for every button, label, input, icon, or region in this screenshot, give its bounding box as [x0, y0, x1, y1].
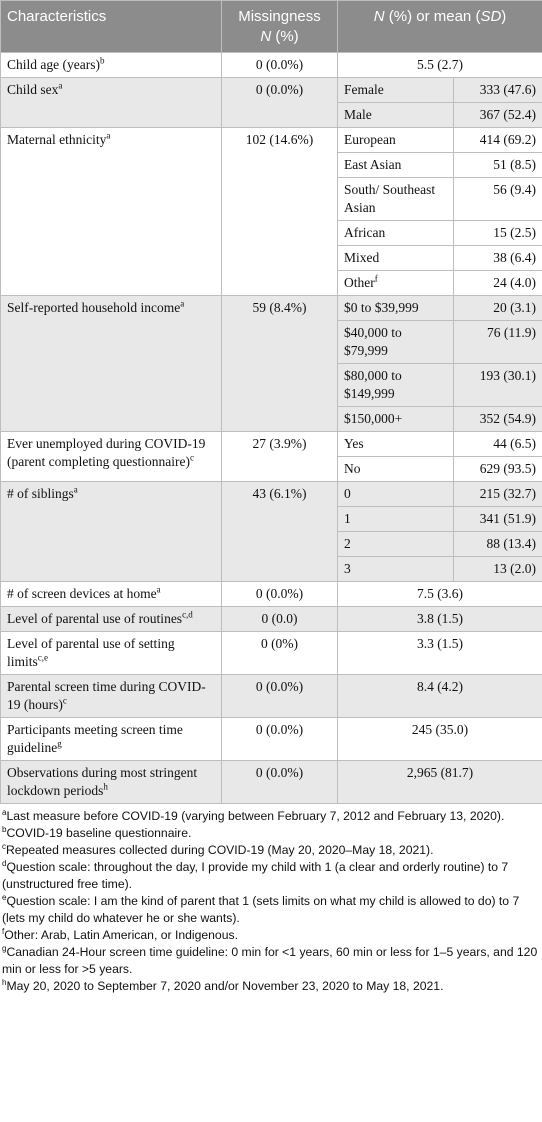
row-missingness: 0 (0%) — [222, 632, 338, 675]
row-missingness: 0 (0.0%) — [222, 675, 338, 718]
footnote — [2, 808, 538, 825]
category-label: South/ Southeast Asian — [344, 182, 436, 215]
footnote-marker: a — [180, 298, 185, 309]
category-cell — [338, 457, 454, 482]
footnote — [2, 944, 538, 978]
row-value: 5.5 (2.7) — [338, 53, 542, 78]
category-value: 414 (69.2) — [454, 128, 542, 153]
table-row — [1, 432, 542, 457]
category-label: European — [344, 132, 396, 147]
category-cell — [338, 432, 454, 457]
header-statistic-sd: SD — [480, 8, 502, 25]
category-label: $150,000+ — [344, 411, 403, 426]
footnote-marker: a — [156, 584, 161, 595]
footnote-marker: h — [103, 781, 108, 792]
category-cell — [338, 507, 454, 532]
characteristic-label: Maternal ethnicity — [7, 132, 107, 147]
category-label: Female — [344, 82, 384, 97]
row-value: 3.3 (1.5) — [338, 632, 542, 675]
table-body — [1, 53, 542, 804]
row-value: 3.8 (1.5) — [338, 607, 542, 632]
row-characteristic — [1, 675, 222, 718]
footnote — [2, 859, 538, 893]
footnote-text: COVID-19 baseline questionnaire. — [6, 826, 192, 840]
category-value: 51 (8.5) — [454, 153, 542, 178]
row-characteristic — [1, 78, 222, 128]
category-cell — [338, 364, 454, 407]
row-characteristic — [1, 53, 222, 78]
row-value: 245 (35.0) — [338, 718, 542, 761]
footnote-marker: a — [73, 484, 78, 495]
footnote-text: Question scale: I am the kind of parent that 1 (sets limits on what my child is allowed to do) to 7 (lets my child do whatever he or she wants). — [2, 894, 520, 925]
table-row — [1, 582, 542, 607]
category-cell — [338, 178, 454, 221]
row-characteristic — [1, 607, 222, 632]
table-footnotes — [0, 804, 542, 995]
category-cell — [338, 78, 454, 103]
table-row — [1, 78, 542, 103]
header-statistic-end: ) — [501, 8, 507, 25]
row-missingness: 0 (0.0) — [222, 607, 338, 632]
category-cell — [338, 557, 454, 582]
category-value: 56 (9.4) — [454, 178, 542, 221]
table-row — [1, 482, 542, 507]
table-row — [1, 675, 542, 718]
row-characteristic — [1, 582, 222, 607]
category-value: 20 (3.1) — [454, 296, 542, 321]
category-value: 88 (13.4) — [454, 532, 542, 557]
row-missingness: 0 (0.0%) — [222, 761, 338, 804]
category-label: Mixed — [344, 250, 380, 265]
table-row — [1, 761, 542, 804]
characteristic-label: # of siblings — [7, 486, 74, 501]
table-row — [1, 632, 542, 675]
row-characteristic — [1, 761, 222, 804]
row-missingness: 0 (0.0%) — [222, 718, 338, 761]
footnote-text: Canadian 24-Hour screen time guideline: 0 min for <1 years, 60 min or less for 1–5 years, and 120 min or less for >5 years. — [2, 945, 538, 976]
category-value: 24 (4.0) — [454, 271, 542, 296]
footnote — [2, 842, 538, 859]
row-value: 2,965 (81.7) — [338, 761, 542, 804]
category-label: No — [344, 461, 361, 476]
category-label: $40,000 to $79,999 — [344, 325, 402, 358]
footnote-marker: f — [374, 273, 378, 284]
category-cell — [338, 153, 454, 178]
category-value: 367 (52.4) — [454, 103, 542, 128]
table-row — [1, 53, 542, 78]
category-label: African — [344, 225, 386, 240]
row-characteristic — [1, 718, 222, 761]
footnote-marker: c — [189, 452, 194, 463]
category-cell — [338, 221, 454, 246]
category-value: 38 (6.4) — [454, 246, 542, 271]
table-row — [1, 128, 542, 153]
header-statistic-n: N — [373, 8, 385, 25]
row-missingness: 0 (0.0%) — [222, 78, 338, 128]
footnote-mark: d — [2, 858, 7, 868]
row-missingness: 43 (6.1%) — [222, 482, 338, 582]
table-row — [1, 607, 542, 632]
category-cell — [338, 271, 454, 296]
category-cell — [338, 103, 454, 128]
category-label: 1 — [344, 511, 351, 526]
footnote-text: Other: Arab, Latin American, or Indigenous. — [4, 928, 238, 942]
category-value: 333 (47.6) — [454, 78, 542, 103]
category-cell — [338, 482, 454, 507]
category-cell — [338, 296, 454, 321]
header-characteristics: Characteristics — [1, 1, 222, 53]
row-value: 8.4 (4.2) — [338, 675, 542, 718]
header-missingness-n: N — [260, 28, 272, 45]
footnote-mark: f — [2, 926, 5, 936]
characteristic-label: Self-reported household income — [7, 300, 181, 315]
category-label: 3 — [344, 561, 351, 576]
category-value: 629 (93.5) — [454, 457, 542, 482]
footnote-text: Last measure before COVID-19 (varying between February 7, 2012 and February 13, 2020). — [6, 809, 505, 823]
category-cell — [338, 246, 454, 271]
category-value: 15 (2.5) — [454, 221, 542, 246]
footnote-marker: a — [106, 130, 111, 141]
category-cell — [338, 532, 454, 557]
footnote — [2, 893, 538, 927]
category-label: 0 — [344, 486, 351, 501]
header-statistic — [338, 1, 542, 53]
category-cell — [338, 128, 454, 153]
category-cell — [338, 321, 454, 364]
footnote-text: Question scale: throughout the day, I provide my child with 1 (a clear and orderly routine) to 7 (unstructured free time). — [2, 860, 509, 891]
category-value: 13 (2.0) — [454, 557, 542, 582]
row-characteristic — [1, 296, 222, 432]
footnote-marker: b — [99, 55, 105, 66]
row-missingness: 0 (0.0%) — [222, 53, 338, 78]
footnote-mark: g — [2, 943, 7, 953]
table-row — [1, 296, 542, 321]
table-header-row — [1, 1, 542, 53]
characteristic-label: Level of parental use of routines — [7, 611, 183, 626]
row-characteristic — [1, 482, 222, 582]
footnote-marker: a — [58, 80, 63, 91]
footnote-marker: c,d — [182, 609, 193, 620]
category-value: 44 (6.5) — [454, 432, 542, 457]
row-missingness: 59 (8.4%) — [222, 296, 338, 432]
header-missingness — [222, 1, 338, 53]
characteristic-label: Ever unemployed during COVID-19 (parent completing questionnaire) — [7, 436, 206, 469]
footnote-text: May 20, 2020 to September 7, 2020 and/or November 23, 2020 to May 18, 2021. — [6, 979, 444, 993]
footnote-text: Repeated measures collected during COVID-19 (May 20, 2020–May 18, 2021). — [6, 843, 434, 857]
characteristic-label: Level of parental use of setting limits — [7, 636, 175, 669]
category-label: Male — [344, 107, 372, 122]
characteristic-label: Observations during most stringent lockdown periods — [7, 765, 198, 798]
category-label: Other — [344, 275, 375, 290]
footnote — [2, 927, 538, 944]
characteristic-label: Participants meeting screen time guideline — [7, 722, 183, 755]
footnote-mark: e — [2, 892, 7, 902]
characteristic-label: Child sex — [7, 82, 59, 97]
footnote — [2, 825, 538, 842]
category-cell — [338, 407, 454, 432]
category-label: $0 to $39,999 — [344, 300, 419, 315]
category-value: 76 (11.9) — [454, 321, 542, 364]
row-characteristic — [1, 128, 222, 296]
row-missingness: 102 (14.6%) — [222, 128, 338, 296]
category-value: 193 (30.1) — [454, 364, 542, 407]
row-characteristic — [1, 432, 222, 482]
category-label: 2 — [344, 536, 351, 551]
characteristic-label: Parental screen time during COVID-19 (hours) — [7, 679, 206, 712]
footnote — [2, 978, 538, 995]
category-label: Yes — [344, 436, 364, 451]
row-missingness: 0 (0.0%) — [222, 582, 338, 607]
header-statistic-mid: (%) or mean ( — [388, 8, 481, 25]
footnote-mark: b — [2, 824, 7, 834]
category-value: 341 (51.9) — [454, 507, 542, 532]
row-value: 7.5 (3.6) — [338, 582, 542, 607]
characteristic-label: # of screen devices at home — [7, 586, 157, 601]
row-missingness: 27 (3.9%) — [222, 432, 338, 482]
footnote-mark: h — [2, 977, 7, 987]
category-value: 215 (32.7) — [454, 482, 542, 507]
row-characteristic — [1, 632, 222, 675]
category-value: 352 (54.9) — [454, 407, 542, 432]
header-missingness-pct: (%) — [275, 28, 299, 45]
footnote-marker: c — [62, 695, 67, 706]
footnote-marker: c,e — [37, 652, 49, 663]
category-label: $80,000 to $149,999 — [344, 368, 402, 401]
category-label: East Asian — [344, 157, 402, 172]
footnote-mark: a — [2, 807, 7, 817]
header-missingness-label: Missingness — [238, 8, 321, 25]
table-row — [1, 718, 542, 761]
footnote-mark: c — [2, 841, 6, 851]
footnote-marker: g — [57, 738, 62, 749]
characteristic-label: Child age (years) — [7, 57, 100, 72]
